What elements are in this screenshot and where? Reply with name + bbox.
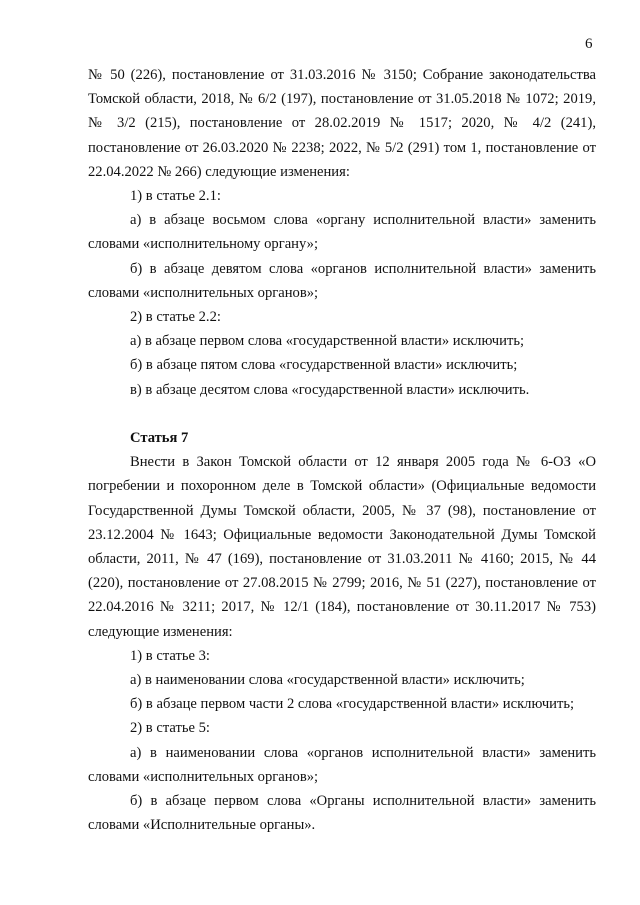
list-item-a: а) в наименовании слова «органов исполнительной власти» заменить словами «исполнительных органов»;: [88, 744, 596, 785]
list-item-b: б) в абзаце девятом слова «органов исполнительной власти» заменить словами «исполнительных органов»;: [88, 260, 596, 301]
list-item-article-2-2: 2) в статье 2.2:: [130, 309, 221, 326]
list-item-article-5: 2) в статье 5:: [130, 720, 210, 737]
article-heading: Статья 7: [130, 430, 189, 447]
spacer: [88, 402, 596, 426]
list-item-article-3: 1) в статье 3:: [130, 647, 210, 664]
list-item-b: б) в абзаце пятом слова «государственной власти» исключить;: [130, 357, 518, 374]
paragraph-continuation: № 50 (226), постановление от 31.03.2016 № 3150; Собрание законодательства Томской области, 2018, № 6/2 (197), постановление от 31.05.2018 № 1072; 2019, № 3/2 (215), постановление от 28.02.2019 № 1517; 2020, № 4/2 (241), постановление от 26.03.2020 № 2238; 2022, № 5/2 (291) том 1, постановление от 22.04.2022 № 266) следующие изменения:: [88, 67, 596, 180]
list-item-a: а) в наименовании слова «государственной власти» исключить;: [130, 672, 525, 689]
page-number: 6: [585, 36, 593, 52]
list-item-b: б) в абзаце первом части 2 слова «государственной власти» исключить;: [130, 696, 575, 713]
document-body: [88, 63, 596, 837]
paragraph-intro: Внести в Закон Томской области от 12 января 2005 года № 6-ОЗ «О погребении и похоронном деле в Томской области» (Официальные ведомости Государственной Думы Томской области, 2005, № 37 (98), постановление от 23.12.2004 № 1643; Официальные ведомости Законодательной Думы Томской области, 2011, № 47 (169), постановление от 31.03.2011 № 4160; 2015, № 44 (220), постановление от 27.08.2015 № 2799; 2016, № 51 (227), постановление от 22.04.2016 № 3211; 2017, № 12/1 (184), постановление от 30.11.2017 № 753) следующие изменения:: [88, 454, 596, 640]
list-item-a: а) в абзаце восьмом слова «органу исполнительной власти» заменить словами «исполнительному органу»;: [88, 212, 596, 253]
list-item-b: б) в абзаце первом слова «Органы исполнительной власти» заменить словами «Исполнительные органы».: [88, 793, 596, 834]
list-item-a: а) в абзаце первом слова «государственной власти» исключить;: [130, 333, 525, 350]
list-item-v: в) в абзаце десятом слова «государственной власти» исключить.: [130, 381, 530, 398]
list-item-article-2-1: 1) в статье 2.1:: [130, 188, 221, 205]
